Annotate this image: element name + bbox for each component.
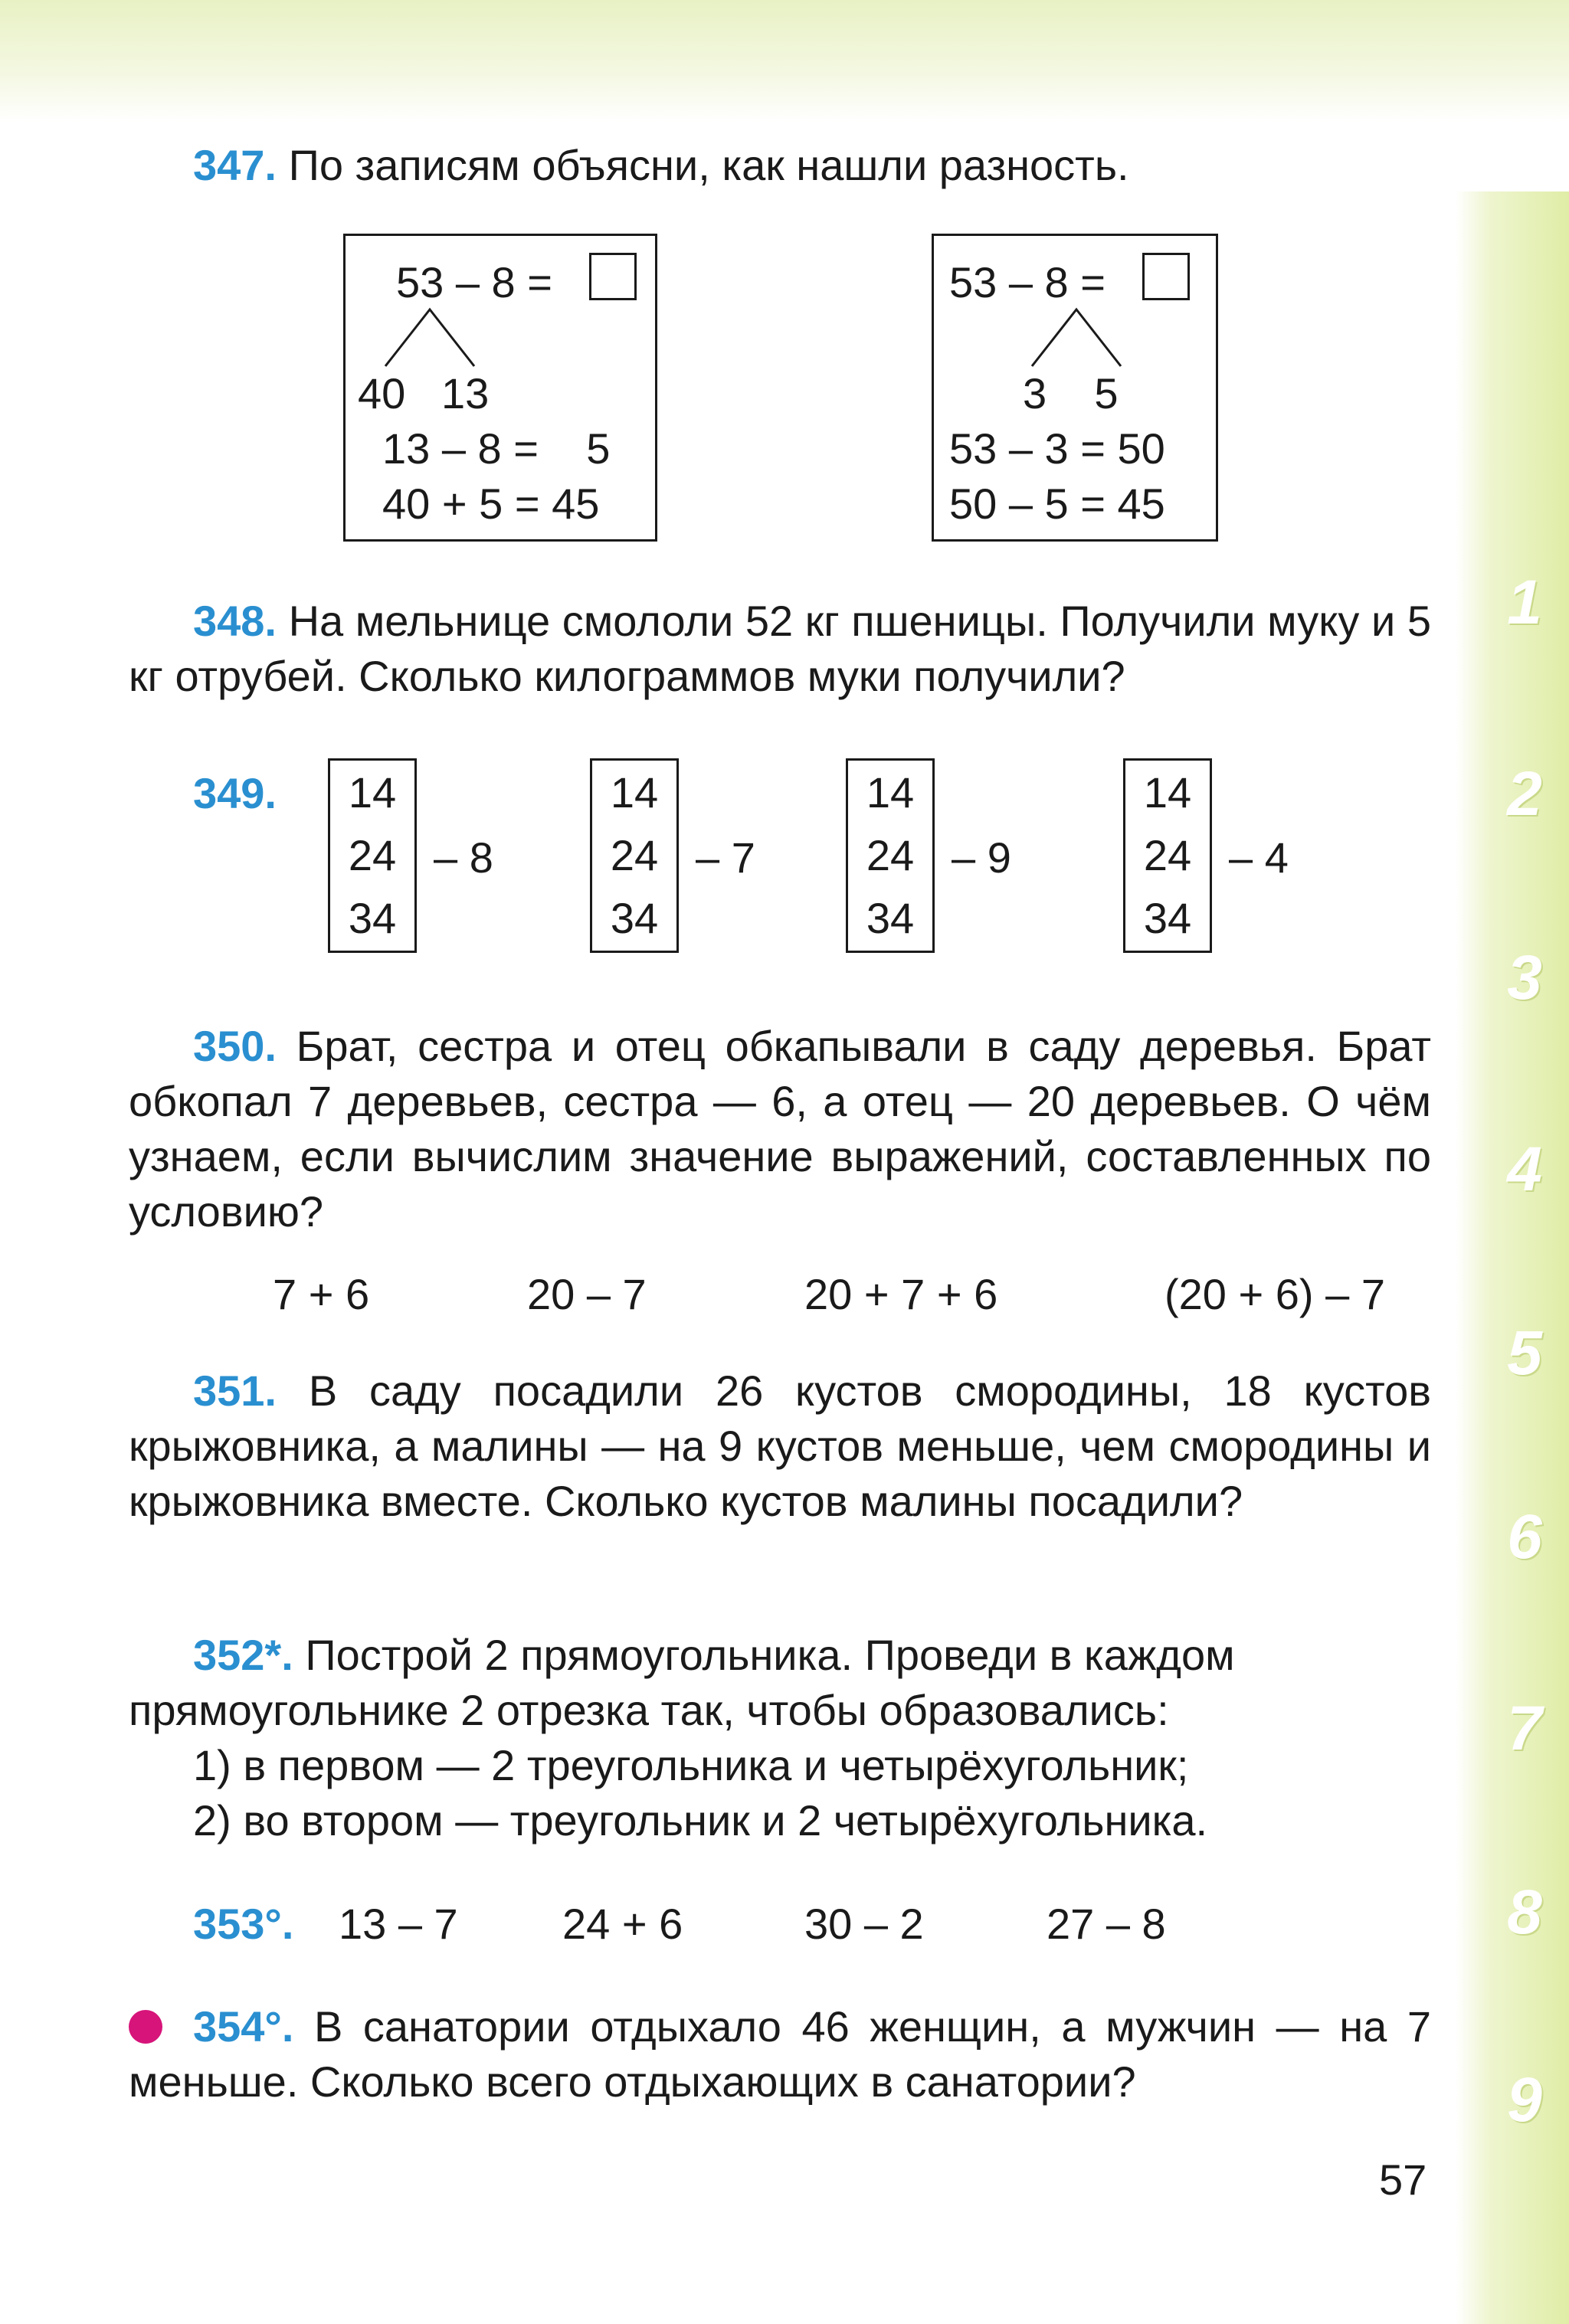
box-expression-top: 53 – 8 = xyxy=(396,258,552,306)
exercise-text: На мельнице смололи 52 кг пшеницы. Получили муку и 5 кг отрубей. Сколько килограммов муки получили? xyxy=(129,597,1431,700)
exercise-number: 347. xyxy=(193,141,277,189)
chapter-tab-9[interactable]: 9 xyxy=(1507,2065,1542,2135)
column-value: 34 xyxy=(348,894,397,942)
solution-box-right xyxy=(932,234,1218,542)
column-value: 14 xyxy=(348,768,397,817)
column-value: 24 xyxy=(610,831,659,879)
box-step-2: 50 – 5 = 45 xyxy=(949,480,1165,528)
expression-4: (20 + 6) – 7 xyxy=(1164,1270,1385,1318)
exercise-350 xyxy=(129,1019,1431,1239)
exercise-351 xyxy=(129,1363,1431,1529)
exercise-352-item-2: 2) во втором — треугольник и 2 четырёхугольника. xyxy=(193,1796,1208,1844)
chapter-tab-2[interactable]: 2 xyxy=(1507,759,1542,829)
chapter-tab-5[interactable]: 5 xyxy=(1507,1318,1542,1388)
exercise-number: 351. xyxy=(193,1367,277,1415)
column-value: 14 xyxy=(866,768,915,817)
chapter-tab-strip xyxy=(1456,191,1569,2324)
box-step-1: 13 – 8 = 5 xyxy=(382,424,611,473)
exercise-text: Брат, сестра и отец обкапывали в саду деревья. Брат обкопал 7 деревьев, сестра — 6, а отец — 20 деревьев. О чём узнаем, если вычислим значение выражений, составленных по условию? xyxy=(129,1022,1431,1236)
column-operation-4: – 4 xyxy=(1229,833,1289,882)
exercise-text: Построй 2 прямоугольника. Проведи в каждом прямоугольнике 2 отрезка так, чтобы образовались: xyxy=(129,1631,1235,1734)
solution-box-left xyxy=(343,234,657,542)
column-value: 24 xyxy=(1143,831,1192,879)
exercise-number: 352*. xyxy=(193,1631,293,1679)
split-branch-lines xyxy=(1029,306,1128,369)
box-split-parts: 40 13 xyxy=(358,369,490,417)
exercise-353-number xyxy=(193,1897,293,1952)
box-step-2: 40 + 5 = 45 xyxy=(382,480,600,528)
chapter-tab-8[interactable]: 8 xyxy=(1507,1877,1542,1947)
exercise-349-number xyxy=(193,766,277,821)
column-value: 34 xyxy=(1143,894,1192,942)
exercise-text: По записям объясни, как нашли разность. xyxy=(288,141,1129,189)
chapter-tab-7[interactable]: 7 xyxy=(1507,1694,1542,1763)
column-value: 34 xyxy=(866,894,915,942)
expression-3: 20 + 7 + 6 xyxy=(804,1270,998,1318)
page-number: 57 xyxy=(1379,2155,1427,2204)
expression-2: 24 + 6 xyxy=(562,1900,683,1948)
exercise-text: В саду посадили 26 кустов смородины, 18 кустов крыжовника, а малины — на 9 кустов меньше, чем смородины и крыжовника вместе. Сколько кустов малины посадили? xyxy=(129,1367,1431,1525)
chapter-tab-6[interactable]: 6 xyxy=(1507,1502,1542,1572)
column-box-1 xyxy=(328,758,417,953)
exercise-number: 348. xyxy=(193,597,277,645)
exercise-348 xyxy=(129,594,1431,704)
exercise-number: 354°. xyxy=(193,2002,294,2051)
column-box-2 xyxy=(590,758,679,953)
exercise-number: 353°. xyxy=(193,1900,294,1948)
answer-square xyxy=(1142,253,1190,300)
exercise-347 xyxy=(193,138,1442,193)
exercise-352 xyxy=(129,1628,1431,1738)
answer-square xyxy=(589,253,637,300)
top-decor-band xyxy=(0,0,1569,123)
expression-1: 13 – 7 xyxy=(339,1900,458,1948)
column-box-3 xyxy=(846,758,935,953)
expression-2: 20 – 7 xyxy=(527,1270,647,1318)
column-value: 24 xyxy=(348,831,397,879)
column-value: 34 xyxy=(610,894,659,942)
column-operation-1: – 8 xyxy=(434,833,493,882)
column-box-4 xyxy=(1123,758,1212,953)
box-expression-top: 53 – 8 = xyxy=(949,258,1106,306)
chapter-tab-1[interactable]: 1 xyxy=(1507,568,1542,637)
chapter-tab-4[interactable]: 4 xyxy=(1507,1134,1542,1204)
expression-3: 30 – 2 xyxy=(804,1900,924,1948)
column-operation-2: – 7 xyxy=(696,833,755,882)
chapter-tab-3[interactable]: 3 xyxy=(1507,943,1542,1013)
exercise-354 xyxy=(129,1999,1431,2110)
column-operation-3: – 9 xyxy=(952,833,1011,882)
box-step-1: 53 – 3 = 50 xyxy=(949,424,1165,473)
expression-1: 7 + 6 xyxy=(273,1270,370,1318)
column-value: 24 xyxy=(866,831,915,879)
column-value: 14 xyxy=(610,768,659,817)
exercise-number: 349. xyxy=(193,769,277,817)
column-value: 14 xyxy=(1143,768,1192,817)
exercise-text: В санатории отдыхало 46 женщин, а мужчин — на 7 меньше. Сколько всего отдыхающих в санатории? xyxy=(129,2002,1432,2106)
box-split-parts: 3 5 xyxy=(1023,369,1119,417)
expression-4: 27 – 8 xyxy=(1047,1900,1166,1948)
split-branch-lines xyxy=(382,306,482,369)
exercise-352-item-1: 1) в первом — 2 треугольника и четырёхугольник; xyxy=(193,1741,1189,1789)
exercise-number: 350. xyxy=(193,1022,277,1070)
